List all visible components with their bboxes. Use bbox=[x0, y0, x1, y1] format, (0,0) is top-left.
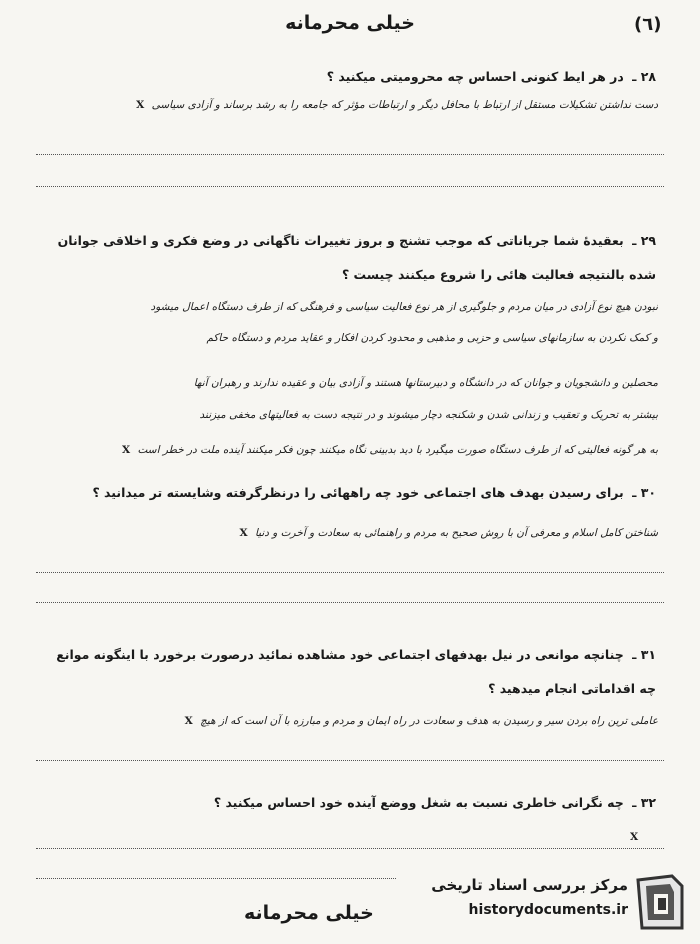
watermark-name: مرکز بررسی اسناد تاریخی bbox=[431, 876, 628, 894]
question-30 bbox=[36, 484, 656, 502]
answer-dotted-line bbox=[36, 602, 664, 603]
archive-logo-icon bbox=[632, 872, 688, 932]
answer-end-mark: X bbox=[184, 715, 193, 727]
answer-dotted-line bbox=[36, 186, 664, 187]
answer-dotted-line bbox=[36, 572, 664, 573]
answer-dotted-line bbox=[36, 760, 664, 761]
watermark-url: historydocuments.ir bbox=[468, 902, 628, 918]
page-title: خیلی محرمانه bbox=[285, 12, 415, 34]
answer-line bbox=[26, 331, 658, 345]
answer-text: عاملی ترین راه بردن سیر و رسیدن به هدف و سعادت در راه ایمان و مردم و مبارزه با آن است که از هیچ bbox=[200, 715, 658, 727]
answer-text: بیشتر به تحریک و تعقیب و زندانی شدن و شکنجه دچار میشوند و در نتیجه دست به فعالیتهای مخفی میزنند bbox=[199, 409, 658, 421]
question-32 bbox=[36, 794, 656, 812]
question-31 bbox=[36, 638, 656, 706]
answer-end-mark: X bbox=[136, 99, 145, 111]
question-text: بعقیدۀ شما جریاناتی که موجب تشنج و بروز تغییرات ناگهانی در وضع فکری و اخلاقی جوانان شده بالنتیجه فعالیت هائی را شروع میکنند چیست ؟ bbox=[57, 233, 656, 282]
watermark bbox=[416, 866, 692, 938]
question-29 bbox=[36, 224, 656, 292]
answer-text: و کمک نکردن به سازمانهای سیاسی و حزبی و مذهبی و محدود کردن افکار و عقاید مردم و دستگاه حاکم bbox=[206, 332, 658, 344]
question-text: در هر ایط کنونی احساس چه محرومیتی میکنید ؟ bbox=[326, 69, 624, 84]
answer-dotted-line bbox=[36, 848, 664, 849]
question-text: چه نگرانی خاطری نسبت به شغل ووضع آینده خود احساس میکنید ؟ bbox=[213, 795, 624, 810]
answer-text: دست نداشتن تشکیلات مستقل از ارتباط با محافل دیگر و ارتباطات مؤثر که جامعه را به رشد برساند و آزادی سیاسی bbox=[151, 99, 658, 111]
question-28 bbox=[36, 68, 656, 86]
answer-line bbox=[26, 376, 658, 390]
answer-line bbox=[26, 300, 658, 314]
question-number: ٢٩ ـ bbox=[632, 233, 656, 248]
question-number: ٣١ ـ bbox=[632, 647, 656, 662]
answer-dotted-line bbox=[36, 878, 396, 879]
answer-line bbox=[26, 714, 658, 728]
footer-title: خیلی محرمانه bbox=[244, 902, 374, 924]
answer-line bbox=[26, 98, 658, 112]
answer-line bbox=[630, 830, 670, 844]
answer-text: نبودن هیچ نوع آزادی در میان مردم و جلوگیری از هر نوع فعالیت سیاسی و فرهنگی که از طرف دستگاه اعمال میشود bbox=[150, 301, 658, 313]
question-text: برای رسیدن بهدف های اجتماعی خود چه راههائی را درنظرگرفته وشایسته تر میدانید ؟ bbox=[92, 485, 624, 500]
answer-text: به هر گونه فعالیتی که از طرف دستگاه صورت میگیرد با دید بدبینی نگاه میکنند چون فکر میکنند آینده ملت در خطر است bbox=[137, 444, 658, 456]
answer-text: محصلین و دانشجویان و جوانان که در دانشگاه و دبیرستانها هستند و آزادی بیان و عقیده ندارند و رهبران آنها bbox=[193, 377, 658, 389]
answer-line bbox=[26, 408, 658, 422]
question-text: چنانچه موانعی در نیل بهدفهای اجتماعی خود مشاهده نمائید درصورت برخورد با اینگونه موانع چه اقداماتی انجام میدهید ؟ bbox=[56, 647, 656, 696]
question-number: ٣٠ ـ bbox=[632, 485, 656, 500]
answer-end-mark: X bbox=[122, 444, 131, 456]
answer-end-mark: X bbox=[239, 527, 248, 539]
question-number: ٢٨ ـ bbox=[632, 69, 656, 84]
answer-line bbox=[26, 526, 658, 540]
answer-dotted-line bbox=[36, 154, 664, 155]
question-number: ٣٢ ـ bbox=[632, 795, 656, 810]
answer-text: شناختن کامل اسلام و معرفی آن با روش صحیح به مردم و راهنمائی به سعادت و آخرت و دنیا bbox=[254, 527, 658, 539]
page-number: (٦) bbox=[634, 14, 662, 35]
answer-end-mark: X bbox=[630, 831, 639, 843]
answer-line bbox=[26, 443, 658, 457]
